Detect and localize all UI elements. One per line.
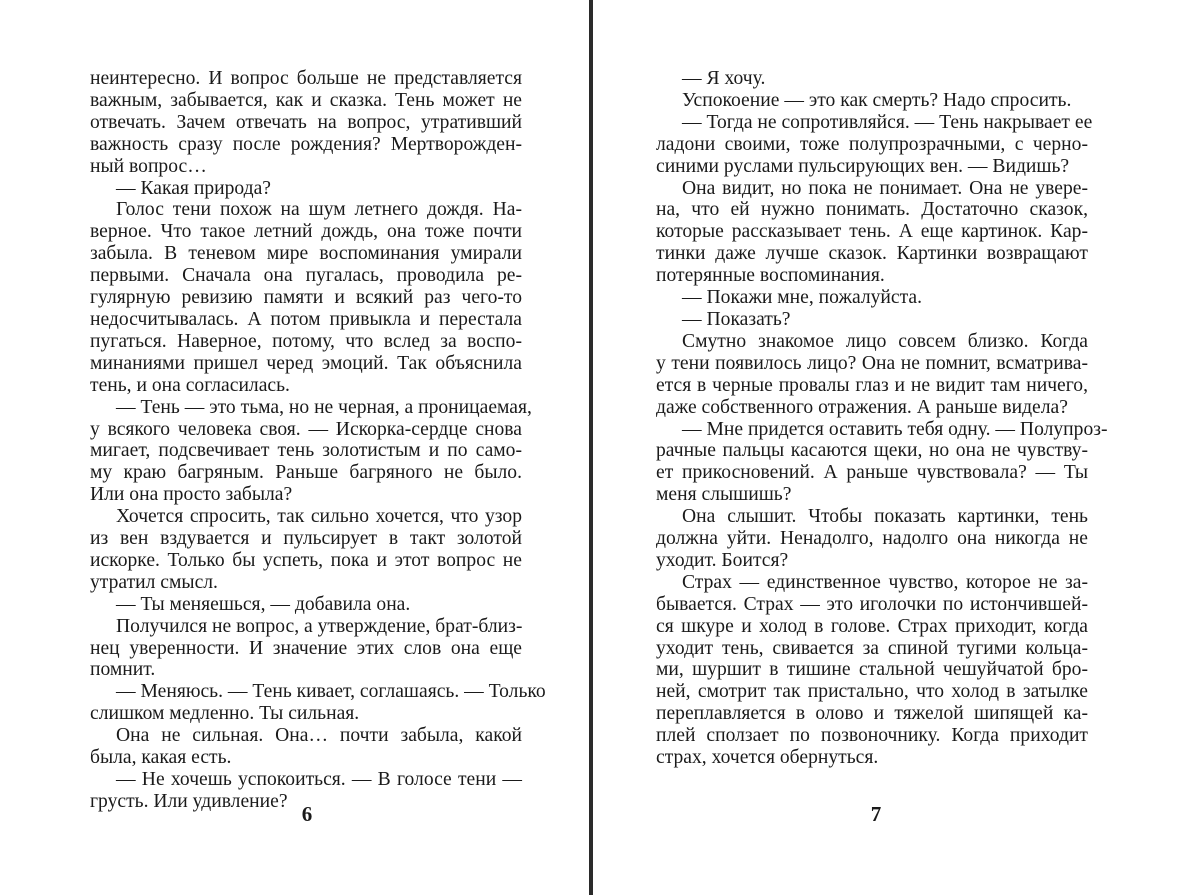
text-line: тинки даже лучше сказок. Картинки возвращают xyxy=(656,243,1088,265)
text-line: минаниями пришел черед эмоций. Так объяснила xyxy=(90,352,522,374)
text-line: ный вопрос… xyxy=(90,155,207,177)
text-line: переплавляется в олово и тяжелой шипящей ка- xyxy=(656,703,1088,725)
text-line: ется в черные провалы глаз и не видит там ничего, xyxy=(656,374,1088,396)
text-line: Успокоение — это как смерть? Надо спросить. xyxy=(682,89,1072,111)
text-line: Получился не вопрос, а утверждение, брат-близ- xyxy=(116,615,523,637)
text-line: недосчитывалась. А потом привыкла и перестала xyxy=(90,308,522,330)
right-page xyxy=(594,0,1184,895)
text-line: рачные пальцы касаются щеки, но она не чувству- xyxy=(656,440,1088,462)
text-line: важность сразу после рождения? Мертворожден- xyxy=(90,133,522,155)
text-line: Смутно знакомое лицо совсем близко. Когда xyxy=(682,330,1088,352)
text-line: отвечать. Зачем отвечать на вопрос, утративший xyxy=(90,111,522,133)
left-page-text xyxy=(90,68,546,813)
text-line: Она видит, но пока не понимает. Она не увере- xyxy=(682,177,1088,199)
text-line: меня слышишь? xyxy=(656,484,792,506)
text-line: — Мне придется оставить тебя одну. — Полупроз- xyxy=(682,418,1108,440)
right-page-text xyxy=(656,68,1108,769)
text-line: важным, забывается, как и сказка. Тень может не xyxy=(90,89,522,111)
text-line: которые рассказывает тень. А еще картинок. Кар- xyxy=(656,221,1088,243)
text-line: мигает, подсвечивает тень золотистым и по само- xyxy=(90,440,522,462)
text-line: Она слышит. Чтобы показать картинки, тень xyxy=(682,506,1088,528)
text-line: искорке. Только бы успеть, пока и этот вопрос не xyxy=(90,549,522,571)
text-line: му краю багряным. Раньше багряного не было. xyxy=(90,462,522,484)
text-line: — Не хочешь успокоиться. — В голосе тени — xyxy=(116,769,522,790)
text-line: первыми. Сначала она пугалась, проводила ре- xyxy=(90,265,522,287)
text-line: ся шкуре и холод в голове. Страх приходит, когда xyxy=(656,615,1088,637)
text-line: потерянные воспоминания. xyxy=(656,265,885,287)
text-line: утратил смысл. xyxy=(90,571,218,593)
text-line: — Ты меняешься, — добавила она. xyxy=(116,593,411,615)
text-line: плей сползает по позвоночнику. Когда приходит xyxy=(656,725,1088,747)
text-line: бывается. Страх — это иголочки по истончившей- xyxy=(656,593,1088,615)
text-line: ней, смотрит так пристально, что холод в затылке xyxy=(656,681,1088,703)
text-line: грусть. Или удивление? xyxy=(90,790,288,812)
text-line: тень, и она согласилась. xyxy=(90,374,290,396)
text-line: гулярную ревизию памяти и всякий раз чего-то xyxy=(90,287,522,309)
text-line: ми, шуршит в тишине стальной чешуйчатой бро- xyxy=(656,659,1088,681)
text-line: Или она просто забыла? xyxy=(90,484,293,506)
text-line: — Меняюсь. — Тень кивает, соглашаясь. — Только xyxy=(116,681,546,703)
text-line: страх, хочется обернуться. xyxy=(656,747,879,769)
text-line: синими руслами пульсирующих вен. — Видишь? xyxy=(656,155,1070,177)
left-page xyxy=(0,0,590,895)
text-line: — Показать? xyxy=(682,308,791,330)
text-line: помнит. xyxy=(90,659,156,681)
text-line: неинтересно. И вопрос больше не представляется xyxy=(90,68,522,89)
text-line: ладони своими, тоже полупрозрачными, с черно- xyxy=(656,133,1088,155)
right-page-number: 7 xyxy=(870,802,882,826)
text-line: — Тень — это тьма, но не черная, а проницаемая, xyxy=(116,396,532,418)
book-gutter xyxy=(589,0,593,895)
text-line: Голос тени похож на шум летнего дождя. На- xyxy=(116,199,522,221)
text-line: уходит тень, свивается за спиной тугими кольца- xyxy=(656,637,1088,659)
text-line: Страх — единственное чувство, которое не за- xyxy=(682,571,1088,593)
text-line: — Тогда не сопротивляйся. — Тень накрывает ее xyxy=(682,111,1093,133)
text-line: — Я хочу. xyxy=(682,68,766,89)
text-line: верное. Что такое летний дождь, она тоже почти xyxy=(90,221,522,243)
text-line: из вен вздувается и пульсирует в такт золотой xyxy=(90,528,522,550)
text-line: — Покажи мне, пожалуйста. xyxy=(682,287,923,309)
text-line: пугаться. Наверное, потому, что вслед за воспо- xyxy=(90,330,522,352)
text-line: должна уйти. Ненадолго, надолго она никогда не xyxy=(656,528,1088,550)
text-line: ет прикосновений. А раньше чувствовала? — Ты xyxy=(656,462,1088,484)
left-page-number: 6 xyxy=(301,802,313,826)
text-line: — Какая природа? xyxy=(116,177,271,199)
text-line: Она не сильная. Она… почти забыла, какой xyxy=(116,725,522,747)
text-line: на, что ей нужно понимать. Достаточно сказок, xyxy=(656,199,1088,221)
text-line: Хочется спросить, так сильно хочется, что узор xyxy=(116,506,522,528)
text-line: была, какая есть. xyxy=(90,747,232,769)
text-line: уходит. Боится? xyxy=(656,549,789,571)
text-line: слишком медленно. Ты сильная. xyxy=(90,703,360,725)
text-line: забыла. В теневом мире воспоминания умирали xyxy=(90,243,522,265)
text-line: даже собственного отражения. А раньше видела? xyxy=(656,396,1068,418)
text-line: у тени появилось лицо? Она не помнит, всматрива- xyxy=(656,352,1088,374)
text-line: у всякого человека своя. — Искорка-сердце снова xyxy=(90,418,522,440)
text-line: нец уверенности. И значение этих слов она еще xyxy=(90,637,522,659)
